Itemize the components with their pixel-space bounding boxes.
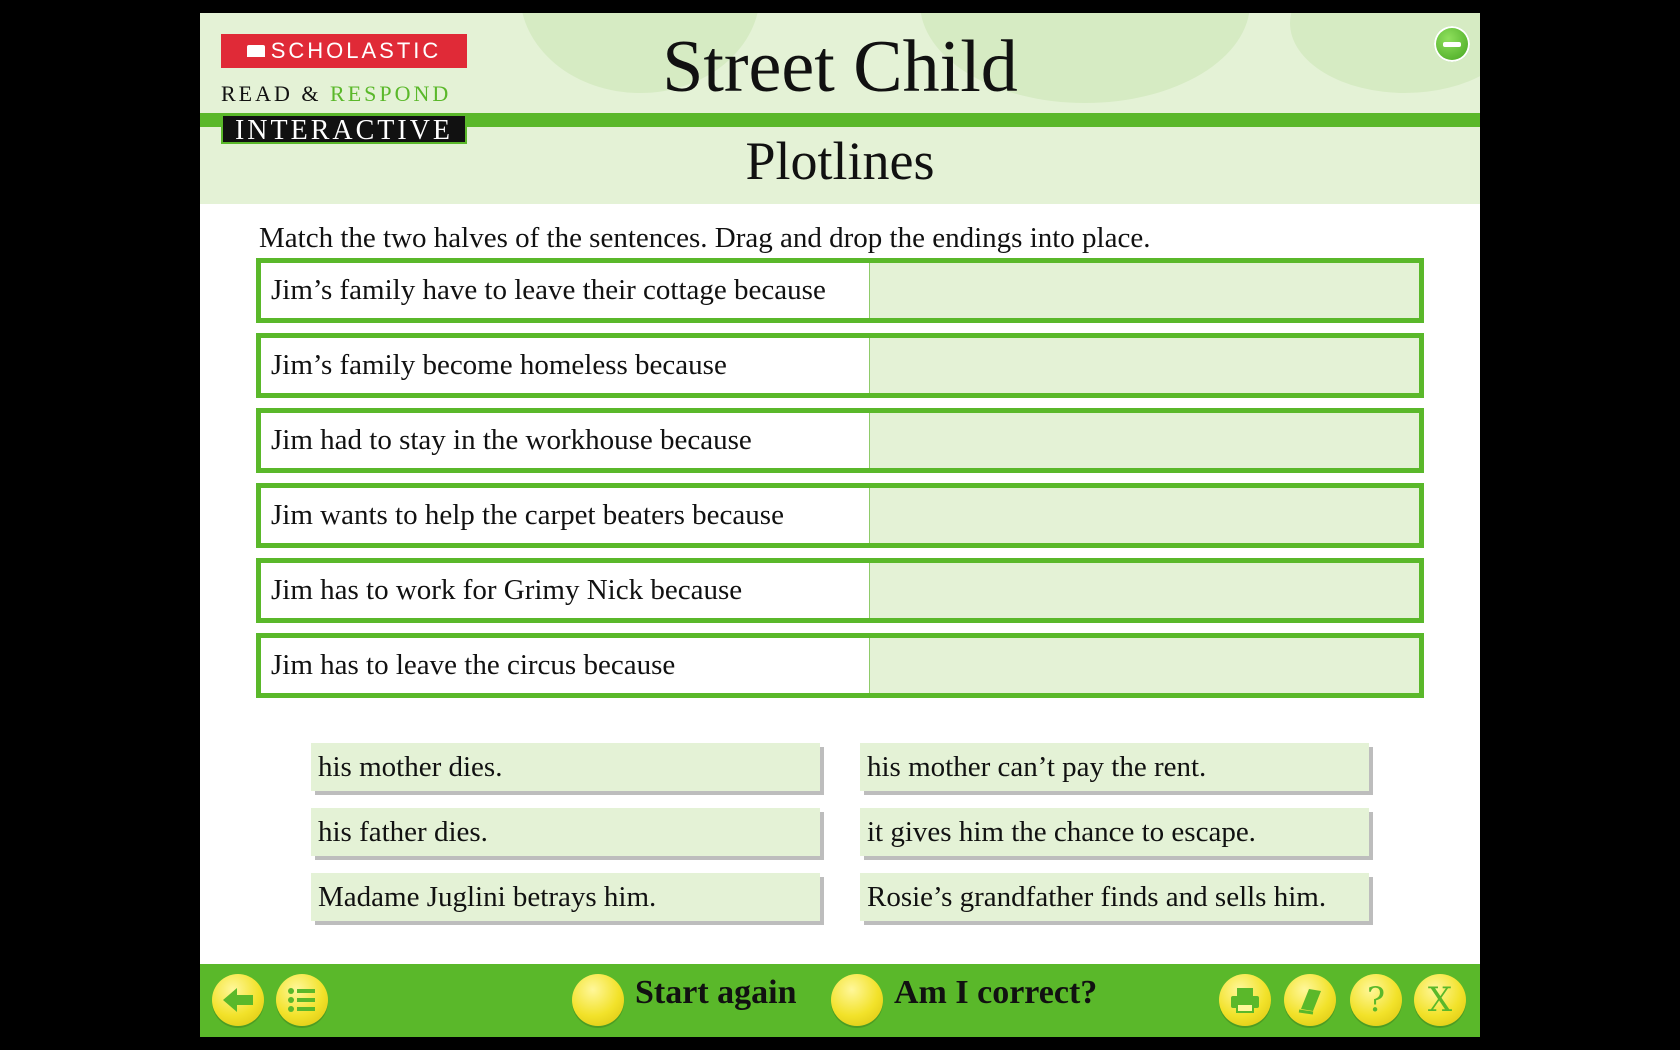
menu-button[interactable]	[276, 974, 328, 1026]
ampersand-text: &	[301, 81, 322, 106]
printer-icon	[1229, 986, 1261, 1014]
respond-text: RESPOND	[330, 81, 452, 106]
drop-zone[interactable]	[869, 338, 1419, 393]
draggable-ending[interactable]: Rosie’s grandfather finds and sells him.	[860, 873, 1369, 921]
sentence-stem: Jim had to stay in the workhouse because	[271, 424, 752, 456]
page-title: Plotlines	[745, 131, 935, 191]
close-button[interactable]: X	[1414, 974, 1466, 1026]
check-answer-label[interactable]: Am I correct?	[894, 974, 1098, 1011]
help-button[interactable]: ?	[1350, 974, 1402, 1026]
minimize-button[interactable]	[1434, 26, 1470, 62]
match-row	[256, 558, 1424, 623]
sentence-stem: Jim’s family have to leave their cottage because	[271, 274, 826, 306]
book-icon	[1295, 985, 1325, 1015]
match-row	[256, 408, 1424, 473]
match-row	[256, 333, 1424, 398]
match-row	[256, 483, 1424, 548]
check-answer-button[interactable]	[831, 974, 883, 1026]
header	[200, 13, 1480, 204]
drop-zone[interactable]	[869, 488, 1419, 543]
draggable-ending[interactable]: his mother dies.	[311, 743, 820, 791]
drop-zone[interactable]	[869, 638, 1419, 693]
read-text: READ	[221, 81, 293, 106]
match-row	[256, 633, 1424, 698]
list-icon	[287, 986, 317, 1014]
footer-toolbar	[200, 964, 1480, 1037]
sentence-stem: Jim has to work for Grimy Nick because	[271, 574, 743, 606]
sentence-stem: Jim has to leave the circus because	[271, 649, 676, 681]
print-button[interactable]	[1219, 974, 1271, 1026]
draggable-ending[interactable]: it gives him the chance to escape.	[860, 808, 1369, 856]
app-title: Street Child	[662, 26, 1018, 108]
drop-zone[interactable]	[869, 413, 1419, 468]
sentence-stem: Jim wants to help the carpet beaters because	[271, 499, 784, 531]
start-again-button[interactable]	[572, 974, 624, 1026]
start-again-label[interactable]: Start again	[635, 974, 797, 1011]
interactive-badge: INTERACTIVE	[221, 114, 467, 144]
drop-zone[interactable]	[869, 263, 1419, 318]
drop-zone[interactable]	[869, 563, 1419, 618]
app-window	[200, 13, 1480, 1037]
back-button[interactable]	[212, 974, 264, 1026]
draggable-ending[interactable]: his mother can’t pay the rent.	[860, 743, 1369, 791]
draggable-ending[interactable]: Madame Juglini betrays him.	[311, 873, 820, 921]
match-row	[256, 258, 1424, 323]
notebook-button[interactable]	[1284, 974, 1336, 1026]
arrow-left-icon	[221, 985, 255, 1015]
instruction-text: Match the two halves of the sentences. Drag and drop the endings into place.	[259, 222, 1151, 254]
draggable-ending[interactable]: his father dies.	[311, 808, 820, 856]
minus-icon	[1443, 42, 1461, 47]
logo-text: SCHOLASTIC	[270, 38, 442, 63]
sentence-stem: Jim’s family become homeless because	[271, 349, 727, 381]
